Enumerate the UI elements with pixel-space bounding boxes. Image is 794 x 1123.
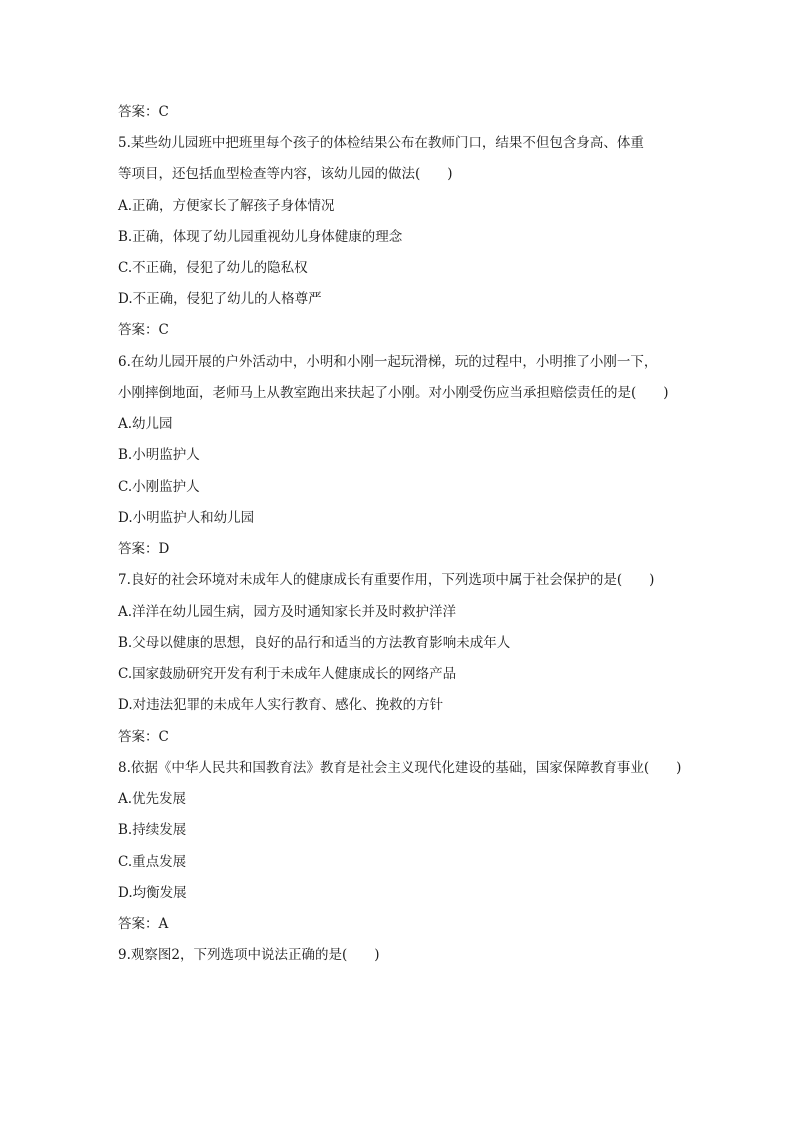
q6-option-a: A.幼儿园	[118, 416, 173, 432]
answer-q4: 答案：C	[118, 104, 169, 120]
q5-option-c: C.不正确，侵犯了幼儿的隐私权	[118, 260, 308, 276]
q7-option-c: C.国家鼓励研究开发有利于未成年人健康成长的网络产品	[118, 666, 457, 682]
q8-option-a: A.优先发展	[118, 791, 187, 807]
q5-option-d: D.不正确，侵犯了幼儿的人格尊严	[118, 291, 322, 307]
answer-q7: 答案：C	[118, 729, 169, 745]
q7-option-a: A.洋洋在幼儿园生病，园方及时通知家长并及时救护洋洋	[118, 604, 457, 620]
question-6-line-1: 6.在幼儿园开展的户外活动中，小明和小刚一起玩滑梯，玩的过程中，小明推了小刚一下，	[118, 354, 658, 370]
q8-option-d: D.均衡发展	[118, 885, 187, 901]
q6-option-c: C.小刚监护人	[118, 479, 200, 495]
question-9: 9.观察图2，下列选项中说法正确的是( )	[118, 947, 380, 963]
q7-option-d: D.对违法犯罪的未成年人实行教育、感化、挽救的方针	[118, 697, 444, 713]
answer-q5: 答案：C	[118, 322, 169, 338]
question-7: 7.良好的社会环境对未成年人的健康成长有重要作用，下列选项中属于社会保护的是( )	[118, 572, 655, 588]
q5-option-b: B.正确，体现了幼儿园重视幼儿身体健康的理念	[118, 229, 403, 245]
q7-option-b: B.父母以健康的思想，良好的品行和适当的方法教育影响未成年人	[118, 635, 511, 651]
question-8: 8.依据《中华人民共和国教育法》教育是社会主义现代化建设的基础，国家保障教育事业( )	[118, 760, 682, 776]
question-6-line-2: 小刚摔倒地面，老师马上从教室跑出来扶起了小刚。对小刚受伤应当承担赔偿责任的是( )	[118, 385, 669, 401]
q8-option-c: C.重点发展	[118, 854, 187, 870]
q5-option-a: A.正确，方便家长了解孩子身体情况	[118, 198, 335, 214]
question-5-line-2: 等项目，还包括血型检查等内容，该幼儿园的做法( )	[118, 166, 453, 182]
q8-option-b: B.持续发展	[118, 822, 187, 838]
question-5-line-1: 5.某些幼儿园班中把班里每个孩子的体检结果公布在教师门口，结果不但包含身高、体重	[118, 135, 644, 151]
answer-q8: 答案：A	[118, 916, 169, 932]
answer-q6: 答案：D	[118, 541, 170, 557]
q6-option-d: D.小明监护人和幼儿园	[118, 510, 255, 526]
q6-option-b: B.小明监护人	[118, 447, 200, 463]
